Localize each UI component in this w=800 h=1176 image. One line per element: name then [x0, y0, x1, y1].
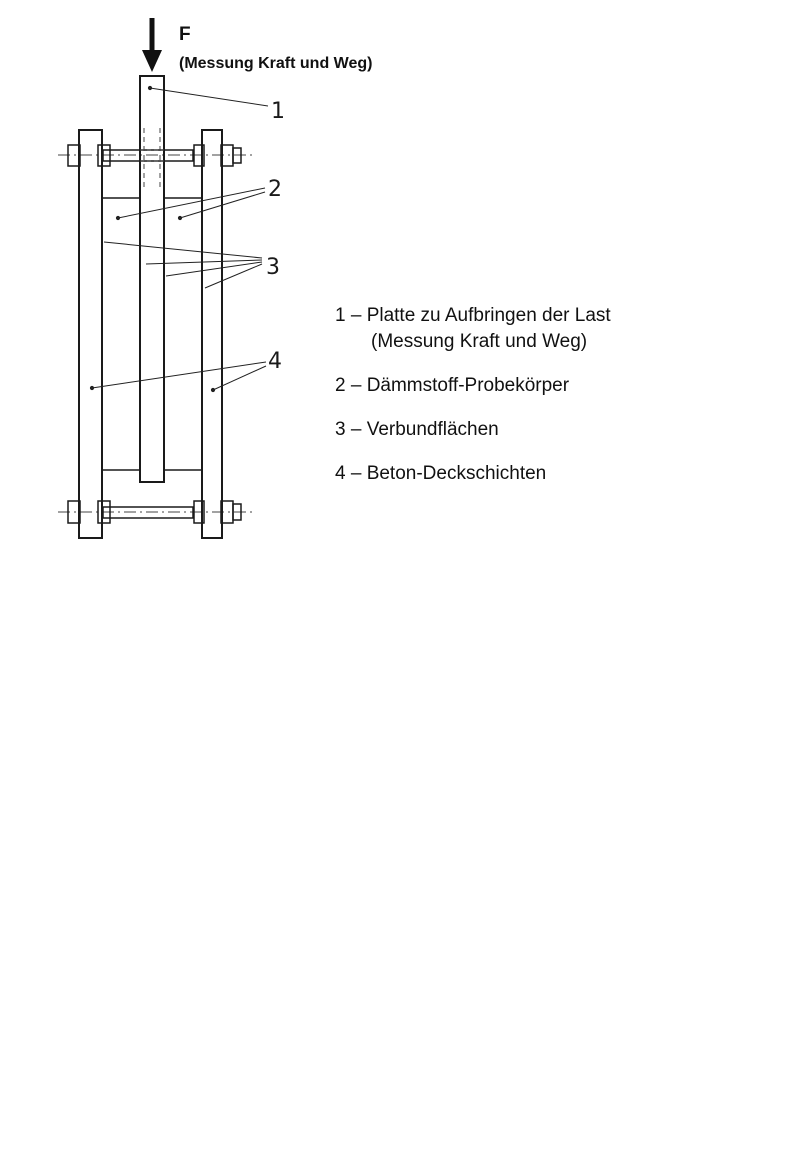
callout-3: 3 — [266, 255, 280, 280]
insulation-specimen-left — [102, 198, 140, 470]
concrete-layer-right — [202, 130, 222, 538]
insulation-specimen-right — [164, 198, 202, 470]
concrete-layer-left — [79, 130, 102, 538]
legend-item-3-text: 3 – Verbundflächen — [335, 419, 499, 440]
bottom-bolt — [58, 501, 254, 523]
legend-item-1 — [335, 303, 611, 355]
callout-4: 4 — [268, 349, 282, 374]
legend-item-2-text: 2 – Dämmstoff-Probekörper — [335, 375, 570, 396]
callout-1: 1 — [271, 99, 285, 124]
callout-2: 2 — [268, 177, 282, 202]
legend-item-3 — [335, 417, 611, 443]
load-plate — [140, 76, 164, 482]
legend-item-2 — [335, 373, 611, 399]
legend-item-1-sub: (Messung Kraft und Weg) — [371, 331, 588, 352]
legend-item-4 — [335, 461, 611, 487]
force-symbol: F — [179, 24, 191, 45]
legend-item-1-text: 1 – Platte zu Aufbringen der Last — [335, 305, 611, 326]
top-bolt — [58, 145, 254, 166]
force-arrow-icon — [142, 18, 162, 72]
legend-item-4-text: 4 – Beton-Deckschichten — [335, 463, 547, 484]
legend — [335, 303, 611, 505]
leader-lines — [90, 86, 268, 391]
force-note: (Messung Kraft und Weg) — [179, 55, 373, 72]
